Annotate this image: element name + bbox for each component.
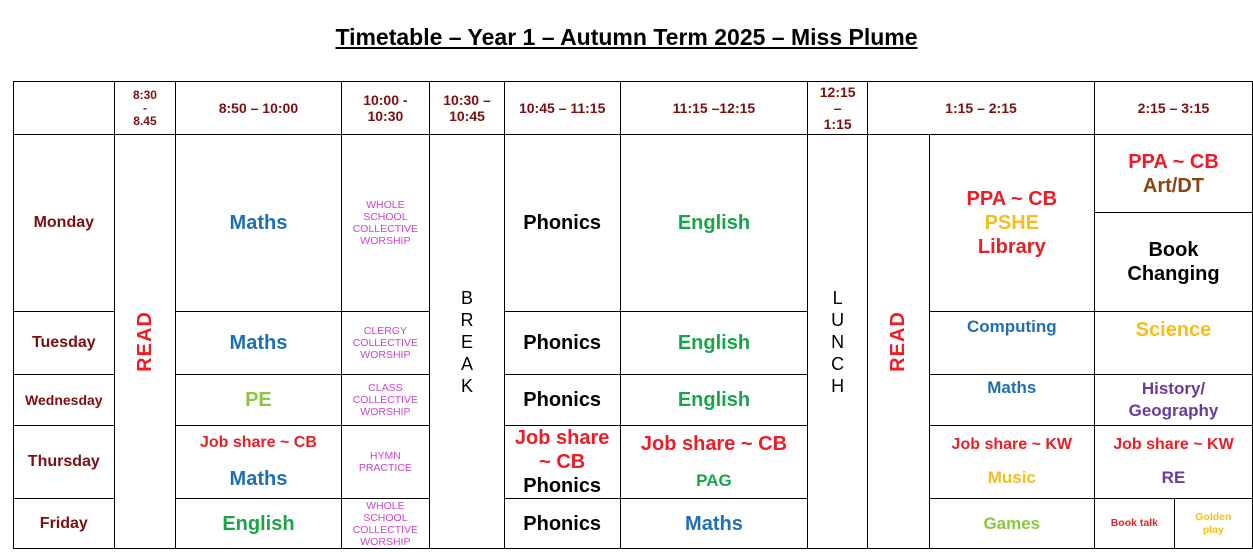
header-time-7: 12:15 – 1:15: [808, 82, 868, 135]
header-time-8: 1:15 – 2:15: [867, 82, 1094, 135]
monday-slot-8: PPA ~ CB PSHE Library: [929, 135, 1094, 312]
monday-slot-9a: PPA ~ CB Art/DT: [1094, 135, 1252, 213]
monday-slot-9b: Book Changing: [1094, 213, 1252, 312]
monday-slot-6: English: [620, 135, 808, 312]
monday-slot-2: Maths: [176, 135, 341, 312]
header-time-4: 10:30 – 10:45: [430, 82, 505, 135]
wednesday-slot-8: Maths: [929, 375, 1094, 426]
tuesday-slot-3: CLERGY COLLECTIVE WORSHIP: [341, 312, 430, 375]
wednesday-slot-5: Phonics: [504, 375, 620, 426]
friday-slot-5: Phonics: [504, 499, 620, 549]
friday-slot-2: English: [176, 499, 341, 549]
break-cell: B R E A K: [430, 135, 505, 549]
tuesday-slot-2: Maths: [176, 312, 341, 375]
friday-slot-8: Games: [929, 499, 1094, 549]
monday-slot-5: Phonics: [504, 135, 620, 312]
day-monday: Monday: [14, 135, 115, 312]
day-thursday: Thursday: [14, 426, 115, 499]
header-time-2: 8:50 – 10:00: [176, 82, 341, 135]
friday-slot-9b: Golden play: [1174, 499, 1252, 549]
read-cell-afternoon: READ: [867, 135, 929, 549]
tuesday-slot-8: Computing: [929, 312, 1094, 375]
wednesday-slot-6: English: [620, 375, 808, 426]
tuesday-slot-9: Science: [1094, 312, 1252, 375]
header-time-3: 10:00 - 10:30: [341, 82, 430, 135]
timetable: [13, 81, 1253, 549]
monday-slot-3: WHOLE SCHOOL COLLECTIVE WORSHIP: [341, 135, 430, 312]
thursday-slot-5: Job share ~ CB Phonics: [504, 426, 620, 499]
tuesday-slot-6: English: [620, 312, 808, 375]
day-wednesday: Wednesday: [14, 375, 115, 426]
header-time-9: 2:15 – 3:15: [1094, 82, 1252, 135]
read-cell-morning: READ: [114, 135, 176, 549]
header-time-1: 8:30 - 8.45: [114, 82, 176, 135]
corner-cell: [14, 82, 115, 135]
wednesday-slot-2: PE: [176, 375, 341, 426]
day-friday: Friday: [14, 499, 115, 549]
friday-slot-3: WHOLE SCHOOL COLLECTIVE WORSHIP: [341, 499, 430, 549]
friday-slot-6: Maths: [620, 499, 808, 549]
header-time-5: 10:45 – 11:15: [504, 82, 620, 135]
wednesday-slot-3: CLASS COLLECTIVE WORSHIP: [341, 375, 430, 426]
thursday-slot-6: Job share ~ CB PAG: [620, 426, 808, 499]
thursday-slot-3: HYMN PRACTICE: [341, 426, 430, 499]
friday-slot-9a: Book talk: [1094, 499, 1174, 549]
wednesday-slot-9: History/ Geography: [1094, 375, 1252, 426]
tuesday-slot-5: Phonics: [504, 312, 620, 375]
thursday-slot-2: Job share ~ CB Maths: [176, 426, 341, 499]
header-time-6: 11:15 –12:15: [620, 82, 808, 135]
page-title: Timetable – Year 1 – Autumn Term 2025 – Miss Plume: [335, 24, 918, 50]
day-tuesday: Tuesday: [14, 312, 115, 375]
thursday-slot-8: Job share ~ KW Music: [929, 426, 1094, 499]
lunch-cell: L U N C H: [808, 135, 868, 549]
thursday-slot-9: Job share ~ KW RE: [1094, 426, 1252, 499]
